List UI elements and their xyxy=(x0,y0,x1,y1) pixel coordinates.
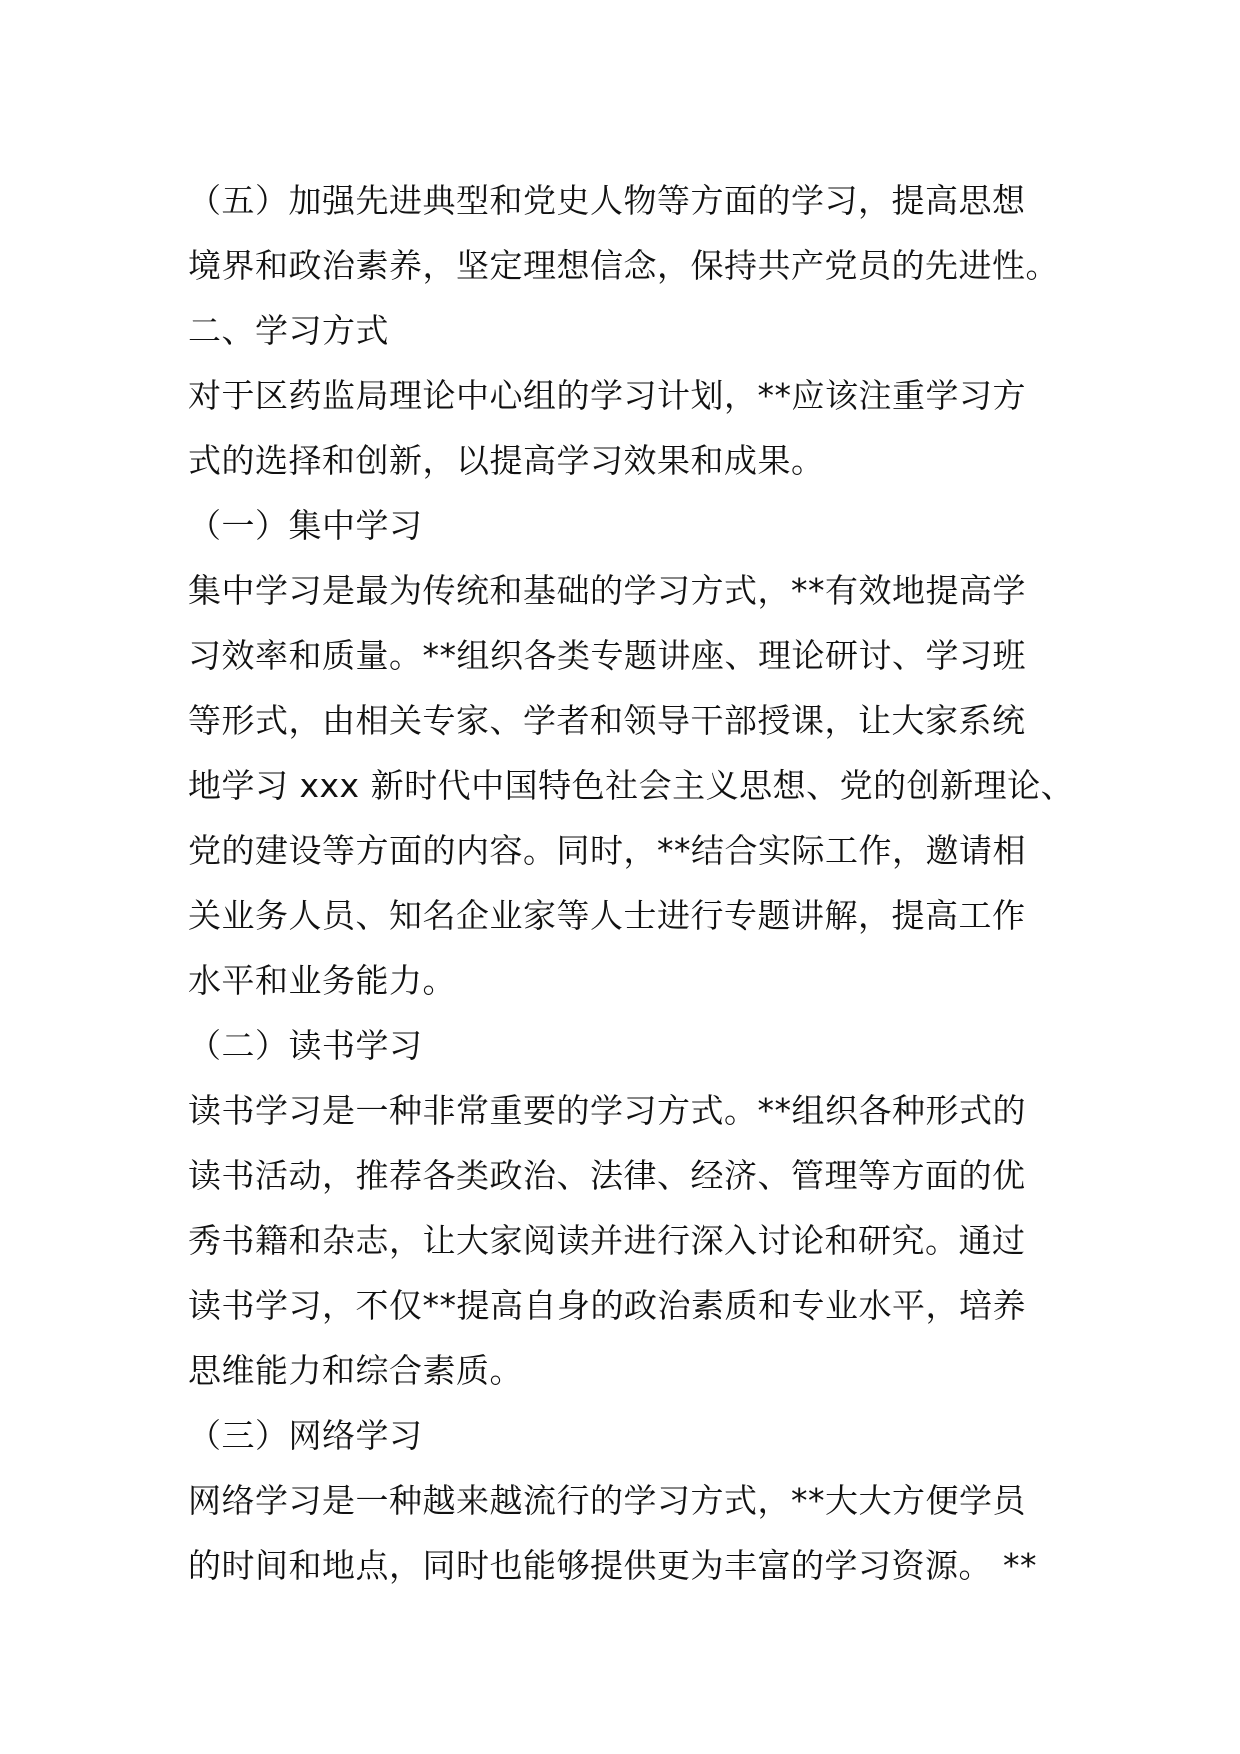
paragraph-line: 党的建设等方面的内容。同时，**结合实际工作，邀请相 xyxy=(188,831,1026,870)
paragraph-line: 思维能力和综合素质。 xyxy=(188,1351,523,1390)
paragraph-line: 对于区药监局理论中心组的学习计划，**应该注重学习方 xyxy=(188,376,1026,415)
document-body xyxy=(188,168,1075,1598)
paragraph-line: 的时间和地点，同时也能够提供更为丰富的学习资源。 ** xyxy=(188,1546,1037,1585)
paragraph-line: 境界和政治素养，坚定理想信念，保持共产党员的先进性。 xyxy=(188,246,1059,285)
subsection-heading: （一）集中学习 xyxy=(188,506,423,545)
paragraph-line: 读书活动，推荐各类政治、法律、经济、管理等方面的优 xyxy=(188,1156,1026,1195)
paragraph-line: 式的选择和创新，以提高学习效果和成果。 xyxy=(188,441,825,480)
subsection-heading: （二）读书学习 xyxy=(188,1026,423,1065)
paragraph-line: 读书学习，不仅**提高自身的政治素质和专业水平，培养 xyxy=(188,1286,1026,1325)
paragraph-line: （五）加强先进典型和党史人物等方面的学习，提高思想 xyxy=(188,181,1026,220)
paragraph-line: 习效率和质量。**组织各类专题讲座、理论研讨、学习班 xyxy=(188,636,1026,675)
subsection-heading: （三）网络学习 xyxy=(188,1416,423,1455)
paragraph-line: 集中学习是最为传统和基础的学习方式，**有效地提高学 xyxy=(188,571,1026,610)
paragraph-line: 等形式，由相关专家、学者和领导干部授课，让大家系统 xyxy=(188,701,1026,740)
paragraph-line: 水平和业务能力。 xyxy=(188,961,456,1000)
paragraph-line: 秀书籍和杂志，让大家阅读并进行深入讨论和研究。通过 xyxy=(188,1221,1026,1260)
section-heading: 二、学习方式 xyxy=(188,311,389,350)
paragraph-line: 关业务人员、知名企业家等人士进行专题讲解，提高工作 xyxy=(188,896,1026,935)
paragraph-line: 网络学习是一种越来越流行的学习方式，**大大方便学员 xyxy=(188,1481,1026,1520)
paragraph-line: 读书学习是一种非常重要的学习方式。**组织各种形式的 xyxy=(188,1091,1026,1130)
paragraph-line: 地学习 xxx 新时代中国特色社会主义思想、党的创新理论、 xyxy=(188,766,1075,805)
